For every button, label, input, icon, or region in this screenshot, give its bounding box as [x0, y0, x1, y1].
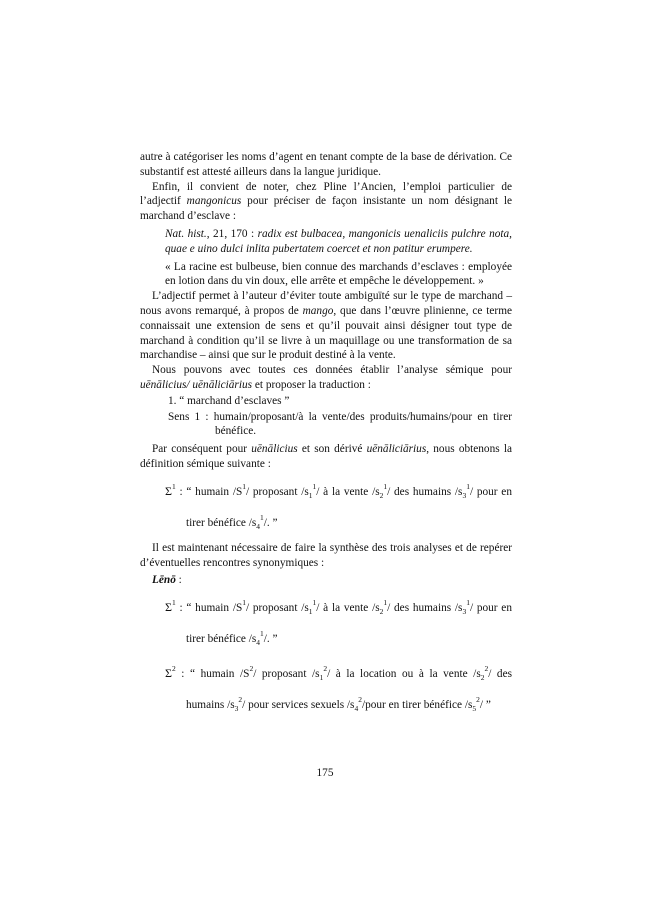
paragraph-2: Enfin, il convient de noter, chez Pline l’Ancien, l’emploi particulier de l’adjectif mangonicus pour préciser de façon insistante un nom désignant le marchand d’esclave : [140, 180, 512, 223]
quote-reference: Nat. hist. [165, 227, 207, 240]
latin-quote: Nat. hist., 21, 170 : radix est bulbacea, mangonicis uenaliciis pulchre nota, quae e uino dulci inlita pubertatem coercet et non patitur erumpere. [165, 227, 512, 255]
paragraph-1: autre à catégoriser les noms d’agent en tenant compte de la base de dérivation. Ce substantif est attesté ailleurs dans la langue juridique. [140, 151, 512, 178]
lemma-heading: Lēnō : [152, 574, 182, 587]
semic-definition-1: $\Sigma^1$ : “ humain $/S^1/$ proposant $/s_1^1/$ à la vente $/s_2^1/$ des humains $/s_3^1/$ pour en tirer bénéfice $/s_4^1/$. ” [165, 481, 512, 531]
sense-line: 1. “ marchand d’esclaves ” [168, 394, 290, 407]
page-number: 175 [316, 767, 334, 779]
paragraph-4: Nous pouvons avec toutes ces données établir l’analyse sémique pour uēnālicius/ uēnāliciārius et proposer la traduction : [140, 364, 512, 391]
paragraph-5: Par conséquent pour uēnālicius et son dérivé uēnāliciārius, nous obtenons la définition sémique suivante : [140, 443, 512, 470]
paragraph-6: Il est maintenant nécessaire de faire la synthèse des trois analyses et de repérer d’éventuelles rencontres synonymiques : [140, 541, 512, 569]
semic-definition-leno-1: $\Sigma^1$ : “ humain $/S^1/$ proposant $/s_1^1/$ à la vente $/s_2^1/$ des humains $/s_3^1/$ pour en tirer bénéfice $/s_4^1/$. ” [165, 598, 512, 648]
page-body [140, 150, 512, 720]
sense-definition: Sens 1 : humain/proposant/à la vente/des produits/humains/pour en tirer bénéfice. [168, 410, 512, 438]
sigma-symbol: Σ [165, 483, 172, 498]
quote-translation: « La racine est bulbeuse, bien connue des marchands d’esclaves : employée en lotion dans du vin doux, elle arrête et empêche le développement. » [165, 260, 512, 288]
paragraph-3: L’adjectif permet à l’auteur d’éviter toute ambiguïté sur le type de marchand – nous avons remarqué, à propos de mango, que dans l’œuvre plinienne, ce terme connaissait une extension de sens et qu’il pouvait ainsi désigner tout type de marchand à condition qu’il se livre à un maquillage ou une transformation de sa marchandise – ainsi que sur le produit destiné à la vente. [140, 290, 512, 362]
semic-definition-leno-2: $\Sigma^2$ : “ humain $/S^2/$ proposant $/s_1^2/$ à la location ou à la vente $/s_2^2/$ des humains $/s_3^2/$ pour services sexuels $/s_4^2$/pour en tirer bénéfice $/s_5^2/$ ” [165, 664, 512, 714]
